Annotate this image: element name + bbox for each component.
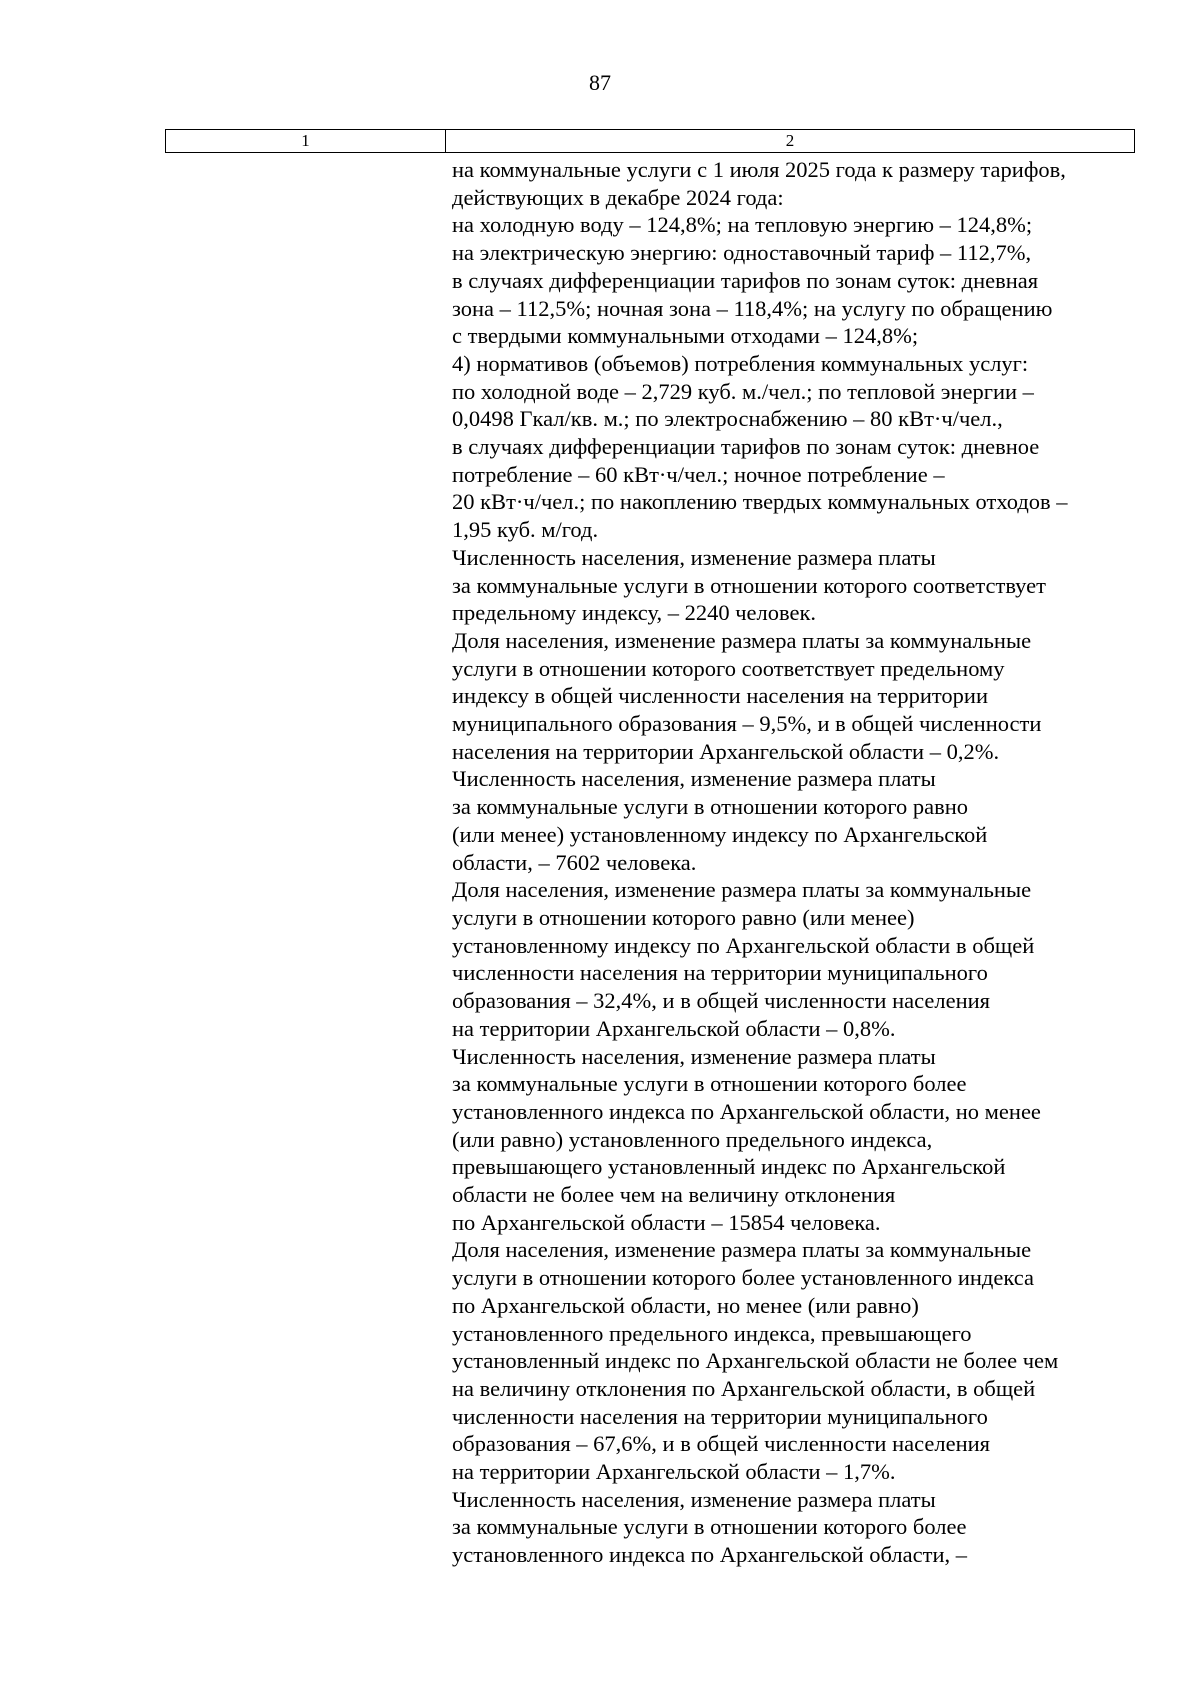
text-line: населения на территории Архангельской области – 0,2%. <box>452 738 1000 764</box>
table-cell-content <box>452 156 1142 1569</box>
text-line: установленному индексу по Архангельской области в общей <box>452 932 1035 958</box>
text-line: численности населения на территории муниципального <box>452 960 988 986</box>
text-line: действующих в декабре 2024 года: <box>452 184 784 210</box>
column-header-1: 1 <box>166 130 446 152</box>
text-line: за коммунальные услуги в отношении которого соответствует <box>452 572 1046 598</box>
text-line: области не более чем на величину отклонения <box>452 1182 896 1208</box>
text-line: Численность населения, изменение размера платы <box>452 766 936 792</box>
text-line: индексу в общей численности населения на территории <box>452 683 988 709</box>
text-line: Доля населения, изменение размера платы за коммунальные <box>452 627 1032 653</box>
text-line: установленного индекса по Архангельской области, но менее <box>452 1098 1041 1124</box>
table-header-row <box>165 129 1135 153</box>
text-line: Численность населения, изменение размера платы <box>452 1486 936 1512</box>
text-line: по Архангельской области, но менее (или равно) <box>452 1292 919 1318</box>
text-line: услуги в отношении которого соответствует предельному <box>452 655 1005 681</box>
text-line: предельному индексу, – 2240 человек. <box>452 600 817 626</box>
page-number: 87 <box>589 70 611 95</box>
text-line: установленного индекса по Архангельской области, – <box>452 1542 968 1568</box>
text-line: образования – 32,4%, и в общей численности населения <box>452 988 991 1014</box>
text-line: на электрическую энергию: одноставочный тариф – 112,7%, <box>452 240 1032 266</box>
text-line: образования – 67,6%, и в общей численности населения <box>452 1431 991 1457</box>
text-line: 4) нормативов (объемов) потребления коммунальных услуг: <box>452 350 1029 376</box>
text-line: области, – 7602 человека. <box>452 849 697 875</box>
text-line: муниципального образования – 9,5%, и в общей численности <box>452 711 1042 737</box>
text-line: установленного предельного индекса, превышающего <box>452 1320 972 1346</box>
column-header-2: 2 <box>785 131 795 150</box>
text-line: в случаях дифференциации тарифов по зонам суток: дневная <box>452 267 1039 293</box>
text-line: услуги в отношении которого равно (или менее) <box>452 904 915 930</box>
text-line: по холодной воде – 2,729 куб. м./чел.; по тепловой энергии – <box>452 378 1034 404</box>
text-line: на территории Архангельской области – 1,7%. <box>452 1459 896 1485</box>
text-line: 0,0498 Гкал/кв. м.; по электроснабжению – 80 кВт·ч/чел., <box>452 406 1003 432</box>
text-line: за коммунальные услуги в отношении которого более <box>452 1071 967 1097</box>
text-line: 20 кВт·ч/чел.; по накоплению твердых коммунальных отходов – <box>452 489 1068 515</box>
text-line: услуги в отношении которого более установленного индекса <box>452 1265 1034 1291</box>
text-line: за коммунальные услуги в отношении которого равно <box>452 794 969 820</box>
text-line: на холодную воду – 124,8%; на тепловую энергию – 124,8%; <box>452 212 1033 238</box>
text-line: (или равно) установленного предельного индекса, <box>452 1126 933 1152</box>
text-line: в случаях дифференциации тарифов по зонам суток: дневное <box>452 434 1040 460</box>
text-line: превышающего установленный индекс по Архангельской <box>452 1154 1006 1180</box>
text-line: 1,95 куб. м/год. <box>452 517 599 543</box>
text-line: за коммунальные услуги в отношении которого более <box>452 1514 967 1540</box>
text-line: (или менее) установленному индексу по Архангельской <box>452 821 988 847</box>
text-line: на территории Архангельской области – 0,8%. <box>452 1015 896 1041</box>
text-line: зона – 112,5%; ночная зона – 118,4%; на услугу по обращению <box>452 295 1053 321</box>
text-line: с твердыми коммунальными отходами – 124,8%; <box>452 323 919 349</box>
text-line: численности населения на территории муниципального <box>452 1403 988 1429</box>
text-line: на величину отклонения по Архангельской области, в общей <box>452 1375 1036 1401</box>
text-line: Доля населения, изменение размера платы за коммунальные <box>452 877 1032 903</box>
text-line: потребление – 60 кВт·ч/чел.; ночное потребление – <box>452 461 945 487</box>
text-line: на коммунальные услуги с 1 июля 2025 года к размеру тарифов, <box>452 157 1066 182</box>
text-line: Численность населения, изменение размера платы <box>452 1043 936 1069</box>
text-line: Численность населения, изменение размера платы <box>452 544 936 570</box>
text-line: по Архангельской области – 15854 человека. <box>452 1209 881 1235</box>
text-line: Доля населения, изменение размера платы за коммунальные <box>452 1237 1032 1263</box>
text-line: установленный индекс по Архангельской области не более чем <box>452 1348 1059 1374</box>
